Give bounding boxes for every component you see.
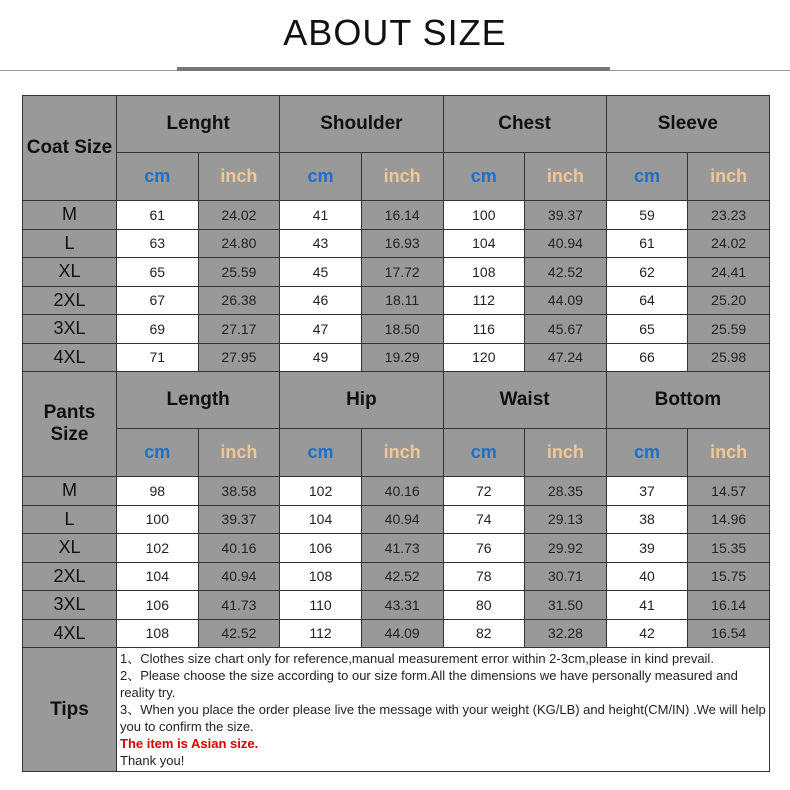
asian-size-note: The item is Asian size. [120, 736, 259, 751]
value-cell: 19.29 [361, 343, 443, 372]
unit-inch: inch [361, 153, 443, 201]
column-header: Sleeve [606, 96, 769, 153]
value-cell: 41 [280, 201, 362, 230]
value-cell: 45 [280, 258, 362, 287]
table-row [23, 591, 770, 620]
value-cell: 45.67 [525, 315, 607, 344]
value-cell: 65 [117, 258, 199, 287]
value-cell: 47 [280, 315, 362, 344]
unit-cm: cm [117, 153, 199, 201]
table-row [23, 562, 770, 591]
value-cell: 38 [606, 505, 688, 534]
value-cell: 42.52 [198, 619, 280, 648]
table-row [23, 534, 770, 563]
value-cell: 61 [117, 201, 199, 230]
unit-cm: cm [606, 153, 688, 201]
value-cell: 104 [117, 562, 199, 591]
value-cell: 40.94 [525, 229, 607, 258]
value-cell: 82 [443, 619, 525, 648]
value-cell: 100 [117, 505, 199, 534]
value-cell: 61 [606, 229, 688, 258]
value-cell: 42.52 [361, 562, 443, 591]
value-cell: 39.37 [198, 505, 280, 534]
value-cell: 44.09 [525, 286, 607, 315]
size-chart-table [22, 95, 770, 772]
column-header: Chest [443, 96, 606, 153]
value-cell: 69 [117, 315, 199, 344]
size-cell: M [23, 201, 117, 230]
page-title: ABOUT SIZE [283, 12, 507, 53]
size-cell: XL [23, 534, 117, 563]
value-cell: 63 [117, 229, 199, 258]
table-row [23, 258, 770, 287]
unit-inch: inch [361, 429, 443, 477]
value-cell: 49 [280, 343, 362, 372]
value-cell: 16.93 [361, 229, 443, 258]
value-cell: 40.16 [198, 534, 280, 563]
unit-inch: inch [688, 429, 770, 477]
table-row [23, 619, 770, 648]
value-cell: 14.57 [688, 477, 770, 506]
table-row [23, 505, 770, 534]
tip-line: 1、Clothes size chart only for reference,manual measurement error within 2-3cm,please in kind prevail. [120, 651, 714, 666]
value-cell: 112 [443, 286, 525, 315]
value-cell: 31.50 [525, 591, 607, 620]
size-cell: 3XL [23, 315, 117, 344]
value-cell: 42.52 [525, 258, 607, 287]
unit-cm: cm [280, 429, 362, 477]
value-cell: 100 [443, 201, 525, 230]
value-cell: 102 [117, 534, 199, 563]
pants-size-label: Pants Size [23, 372, 117, 477]
value-cell: 65 [606, 315, 688, 344]
value-cell: 14.96 [688, 505, 770, 534]
value-cell: 47.24 [525, 343, 607, 372]
value-cell: 42 [606, 619, 688, 648]
value-cell: 28.35 [525, 477, 607, 506]
value-cell: 64 [606, 286, 688, 315]
value-cell: 106 [280, 534, 362, 563]
table-row [23, 201, 770, 230]
value-cell: 116 [443, 315, 525, 344]
size-cell: 3XL [23, 591, 117, 620]
unit-inch: inch [525, 153, 607, 201]
value-cell: 15.75 [688, 562, 770, 591]
value-cell: 41.73 [198, 591, 280, 620]
value-cell: 80 [443, 591, 525, 620]
value-cell: 25.98 [688, 343, 770, 372]
column-header: Lenght [117, 96, 280, 153]
pants-header-row [23, 372, 770, 429]
value-cell: 62 [606, 258, 688, 287]
unit-cm: cm [606, 429, 688, 477]
value-cell: 37 [606, 477, 688, 506]
table-row [23, 286, 770, 315]
value-cell: 74 [443, 505, 525, 534]
value-cell: 18.50 [361, 315, 443, 344]
value-cell: 104 [280, 505, 362, 534]
value-cell: 46 [280, 286, 362, 315]
value-cell: 16.14 [361, 201, 443, 230]
value-cell: 102 [280, 477, 362, 506]
size-cell: M [23, 477, 117, 506]
value-cell: 44.09 [361, 619, 443, 648]
value-cell: 59 [606, 201, 688, 230]
value-cell: 43.31 [361, 591, 443, 620]
column-header: Waist [443, 372, 606, 429]
value-cell: 29.13 [525, 505, 607, 534]
size-cell: L [23, 229, 117, 258]
value-cell: 71 [117, 343, 199, 372]
value-cell: 18.11 [361, 286, 443, 315]
size-cell: 2XL [23, 562, 117, 591]
table-row [23, 477, 770, 506]
unit-cm: cm [443, 153, 525, 201]
value-cell: 104 [443, 229, 525, 258]
value-cell: 27.17 [198, 315, 280, 344]
value-cell: 78 [443, 562, 525, 591]
value-cell: 40.16 [361, 477, 443, 506]
thank-you: Thank you! [120, 753, 185, 768]
value-cell: 40 [606, 562, 688, 591]
value-cell: 76 [443, 534, 525, 563]
coat-header-row [23, 96, 770, 153]
column-header: Shoulder [280, 96, 443, 153]
value-cell: 40.94 [361, 505, 443, 534]
value-cell: 43 [280, 229, 362, 258]
size-cell: L [23, 505, 117, 534]
tip-line: 2、Please choose the size according to our size form.All the dimensions we have personally measured and reality try. [120, 668, 738, 700]
tips-label: Tips [23, 648, 117, 772]
divider-accent [177, 67, 610, 71]
value-cell: 25.20 [688, 286, 770, 315]
unit-inch: inch [198, 429, 280, 477]
value-cell: 24.41 [688, 258, 770, 287]
tips-row [23, 648, 770, 772]
value-cell: 16.54 [688, 619, 770, 648]
value-cell: 29.92 [525, 534, 607, 563]
value-cell: 26.38 [198, 286, 280, 315]
value-cell: 38.58 [198, 477, 280, 506]
table-row [23, 229, 770, 258]
table-row [23, 343, 770, 372]
value-cell: 24.02 [198, 201, 280, 230]
value-cell: 32.28 [525, 619, 607, 648]
tip-line: 3、When you place the order please live the message with your weight (KG/LB) and height(CM/IN) .We will help you to confirm the size. [120, 702, 766, 734]
value-cell: 67 [117, 286, 199, 315]
column-header: Hip [280, 372, 443, 429]
value-cell: 108 [443, 258, 525, 287]
size-cell: 2XL [23, 286, 117, 315]
unit-cm: cm [117, 429, 199, 477]
value-cell: 27.95 [198, 343, 280, 372]
coat-size-label: Coat Size [23, 96, 117, 201]
value-cell: 25.59 [688, 315, 770, 344]
value-cell: 16.14 [688, 591, 770, 620]
value-cell: 41.73 [361, 534, 443, 563]
value-cell: 39 [606, 534, 688, 563]
tips-content [117, 648, 770, 772]
unit-inch: inch [198, 153, 280, 201]
value-cell: 106 [117, 591, 199, 620]
unit-cm: cm [443, 429, 525, 477]
value-cell: 24.02 [688, 229, 770, 258]
value-cell: 72 [443, 477, 525, 506]
size-cell: XL [23, 258, 117, 287]
size-cell: 4XL [23, 619, 117, 648]
value-cell: 108 [117, 619, 199, 648]
unit-inch: inch [688, 153, 770, 201]
value-cell: 24.80 [198, 229, 280, 258]
column-header: Length [117, 372, 280, 429]
unit-inch: inch [525, 429, 607, 477]
value-cell: 66 [606, 343, 688, 372]
value-cell: 30.71 [525, 562, 607, 591]
value-cell: 40.94 [198, 562, 280, 591]
value-cell: 41 [606, 591, 688, 620]
coat-unit-row [23, 153, 770, 201]
size-cell: 4XL [23, 343, 117, 372]
value-cell: 23.23 [688, 201, 770, 230]
value-cell: 120 [443, 343, 525, 372]
value-cell: 17.72 [361, 258, 443, 287]
value-cell: 25.59 [198, 258, 280, 287]
value-cell: 112 [280, 619, 362, 648]
unit-cm: cm [280, 153, 362, 201]
value-cell: 98 [117, 477, 199, 506]
value-cell: 108 [280, 562, 362, 591]
column-header: Bottom [606, 372, 769, 429]
pants-unit-row [23, 429, 770, 477]
value-cell: 110 [280, 591, 362, 620]
value-cell: 39.37 [525, 201, 607, 230]
value-cell: 15.35 [688, 534, 770, 563]
table-row [23, 315, 770, 344]
